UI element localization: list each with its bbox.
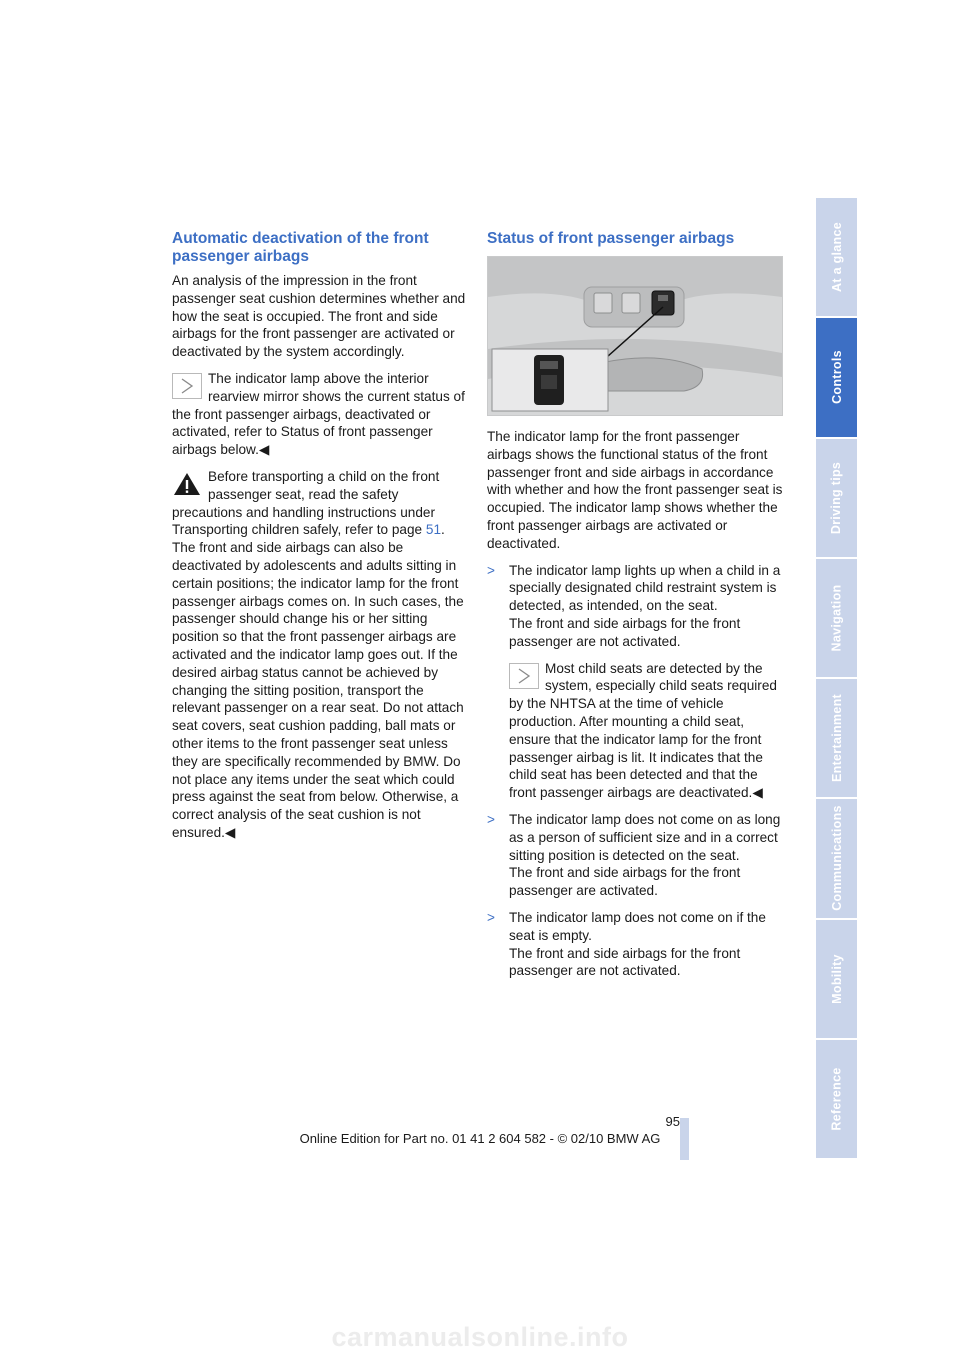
page-number: 95: [665, 1114, 680, 1129]
indicator-lamp-figure: [487, 256, 783, 416]
note-arrow-icon: [172, 373, 202, 399]
bullet-text: The indicator lamp lights up when a child in a specially designated child restraint system is detected, as intended, on the seat.: [509, 562, 781, 614]
bullet-marker: >: [487, 811, 495, 827]
tab-entertainment[interactable]: Entertainment: [816, 679, 857, 799]
note-arrow-icon: [509, 663, 539, 689]
list-item: [487, 811, 783, 900]
interior-mirror-illustration: [488, 257, 782, 415]
paragraph: An analysis of the impression in the front passenger seat cushion determines whether and how the seat is occupied. The front and side airbags for the front passenger are activated or deactivated by the system accordingly.: [172, 273, 466, 360]
tab-communications[interactable]: Communications: [816, 799, 857, 919]
page-reference-link[interactable]: 51: [425, 522, 442, 538]
tab-driving-tips[interactable]: Driving tips: [816, 439, 857, 559]
note-block: [509, 660, 783, 802]
list-item: [487, 562, 783, 802]
note-text: The indicator lamp above the interior rearview mirror shows the current status of the front passenger airbags, deactivated or activated, refer to Status of front passenger airbags below.◀: [172, 370, 465, 458]
right-column: [487, 230, 783, 980]
warning-text: Before transporting a child on the front passenger seat, read the safety precautions and handling instructions under Transporting children safely, refer to page 51.: [172, 468, 445, 538]
tab-reference[interactable]: Reference: [816, 1040, 857, 1160]
tab-navigation[interactable]: Navigation: [816, 559, 857, 679]
bullet-text: The indicator lamp does not come on as long as a person of sufficient size and in a correct sitting position is detected on the seat.: [509, 811, 781, 863]
footer-edition-text: Online Edition for Part no. 01 41 2 604 582 - © 02/10 BMW AG: [299, 1131, 661, 1146]
tab-at-a-glance[interactable]: At a glance: [816, 198, 857, 318]
warning-text-continued: The front and side airbags can also be deactivated by adolescents and adults sitting in certain positions; the indicator lamp for the front passenger airbags comes on. In such cases, the passenger should change his or her sitting position so that the front passenger airbags are activated and the indicator lamp goes out. If the desired airbag status cannot be achieved by changing the sitting position, transport the relevant passenger on a rear seat. Do not attach seat covers, seat cushion padding, ball mats or other items to the front passenger seat unless they are specifically recommended by BMW. Do not place any items under the seat which could press against the seat from below. Otherwise, a correct analysis of the seat cushion is not ensured.◀: [172, 540, 464, 840]
bullet-marker: >: [487, 562, 495, 578]
note-text: Most child seats are detected by the system, especially child seats required by the NHTSA at the time of vehicle production. After mounting a child seat, ensure that the indicator lamp for the front passenger airbag is lit. It indicates that the child seat has been detected and that the front passenger airbags are deactivated.◀: [509, 660, 777, 801]
list-item: [487, 909, 783, 980]
section-heading-status: Status of front passenger airbags: [487, 230, 735, 247]
section-heading-automatic-deactivation: Automatic deactivation of the front passenger airbags: [172, 230, 429, 265]
chapter-tabs: [816, 198, 857, 1160]
bullet-marker: >: [487, 909, 495, 925]
note-block: [172, 370, 468, 459]
bullet-text-extra: The front and side airbags for the front passenger are not activated.: [509, 615, 741, 649]
warning-block: [172, 468, 468, 842]
bullet-text-extra: The front and side airbags for the front passenger are activated.: [509, 865, 741, 899]
bullet-text: The indicator lamp does not come on if the seat is empty.: [509, 909, 766, 943]
bullet-text-extra: The front and side airbags for the front passenger are not activated.: [509, 945, 741, 979]
warning-icon: [172, 471, 202, 497]
tab-controls[interactable]: Controls: [816, 318, 857, 438]
left-column: [172, 230, 468, 842]
tab-mobility[interactable]: Mobility: [816, 920, 857, 1040]
paragraph: The indicator lamp for the front passenger airbags shows the functional status of the front passenger front and side airbags in accordance with whether and how the front passenger seat is occupied. The indicator lamp shows whether the front passenger airbags are activated or deactivated.: [487, 429, 783, 551]
watermark: carmanualsonline.info: [331, 1321, 629, 1352]
